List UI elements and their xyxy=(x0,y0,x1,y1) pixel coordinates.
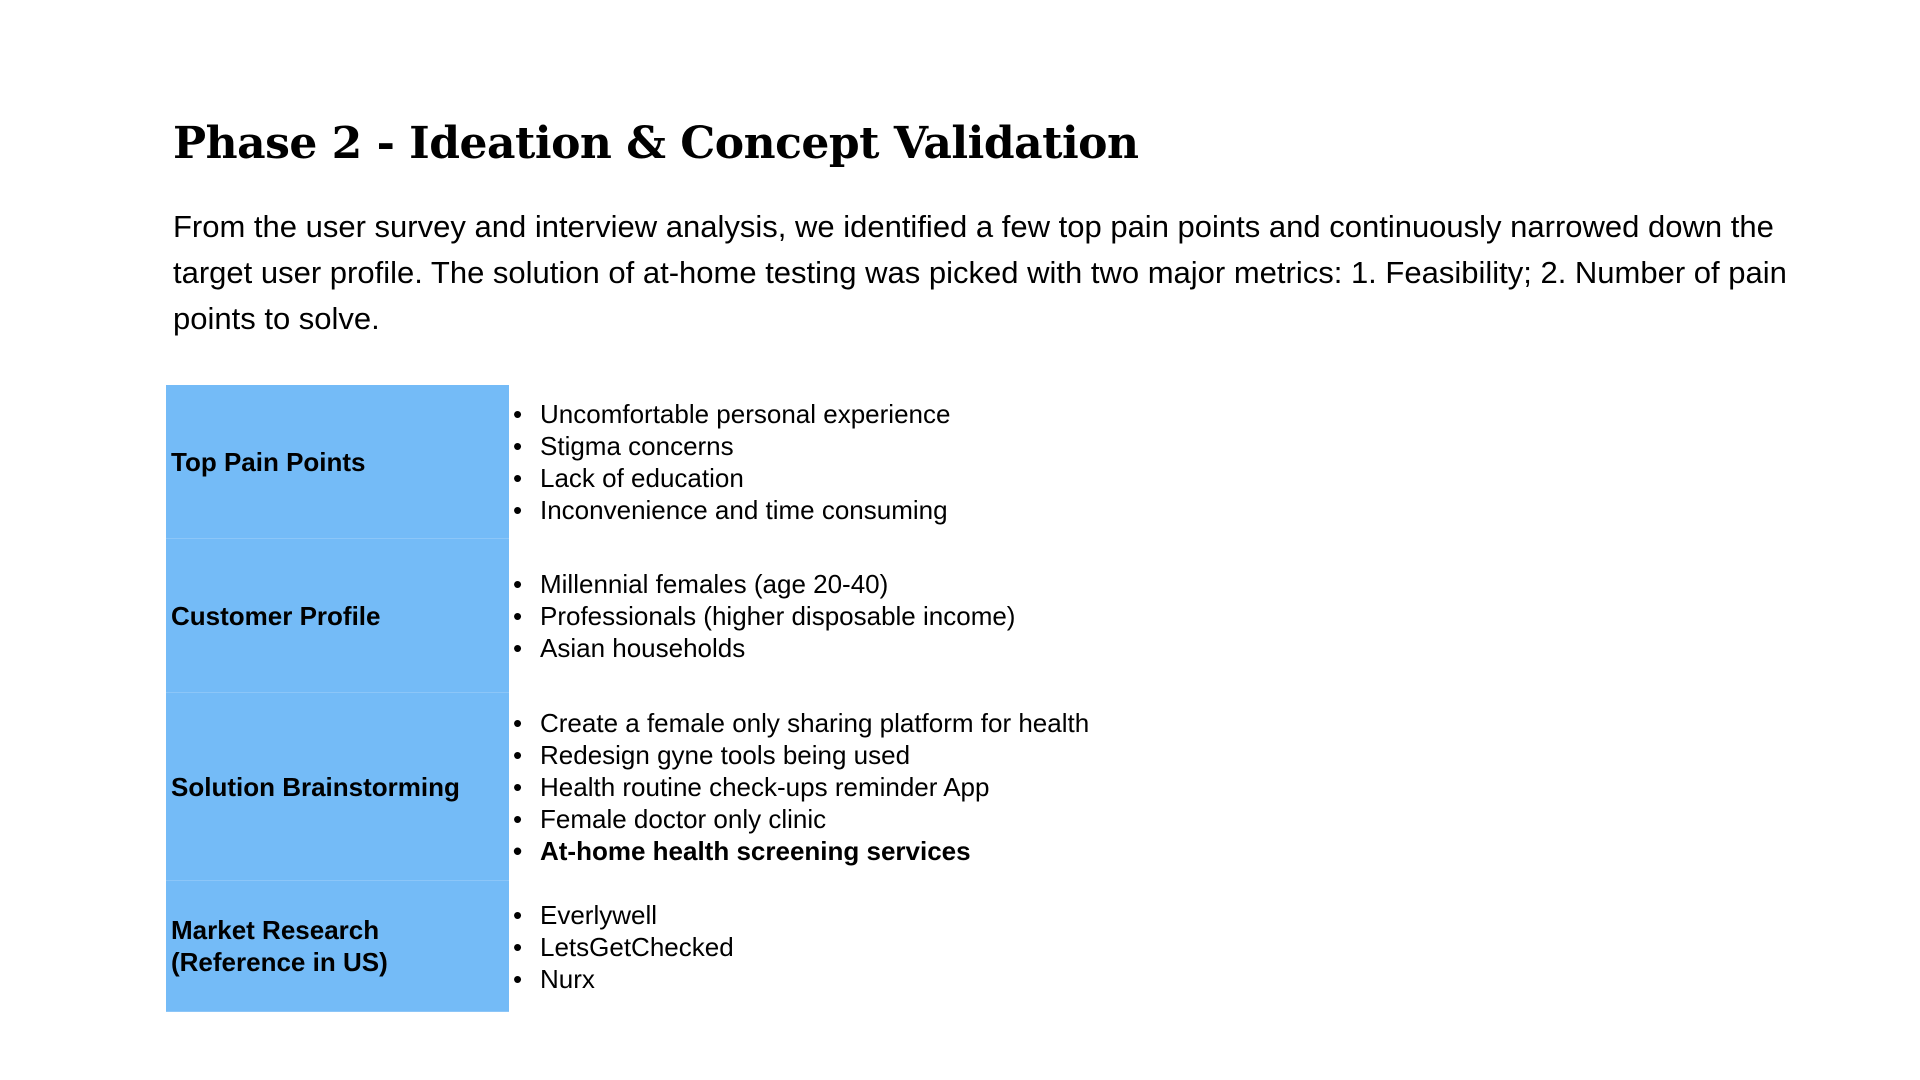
table-row-solution-brainstorming xyxy=(166,693,1166,881)
list-item: • Health routine check-ups reminder App xyxy=(540,771,1166,803)
list-item: • Millennial females (age 20-40) xyxy=(540,568,1166,600)
row-label-cell xyxy=(166,385,509,539)
list-item: • Lack of education xyxy=(540,462,1166,494)
list-item: • Redesign gyne tools being used xyxy=(540,739,1166,771)
list-item: • Asian households xyxy=(540,632,1166,664)
validation-table xyxy=(166,385,1166,1012)
list-item: • Everlywell xyxy=(540,899,1166,931)
row-label-cell xyxy=(166,881,509,1012)
list-item: • Nurx xyxy=(540,963,1166,995)
list-item: • Uncomfortable personal experience xyxy=(540,398,1166,430)
list-item: • Create a female only sharing platform for health xyxy=(540,707,1166,739)
pain-points-list xyxy=(509,385,1166,539)
list-item: • Female doctor only clinic xyxy=(540,803,1166,835)
list-item: • LetsGetChecked xyxy=(540,931,1166,963)
market-research-list xyxy=(509,881,1166,1012)
table-row-top-pain-points xyxy=(166,385,1166,539)
row-label: Market Research (Reference in US) xyxy=(171,915,388,977)
table-row-market-research xyxy=(166,881,1166,1012)
row-label-cell xyxy=(166,539,509,693)
solution-list xyxy=(509,693,1166,881)
list-item: • Professionals (higher disposable income) xyxy=(540,600,1166,632)
list-item: • Inconvenience and time consuming xyxy=(540,494,1166,526)
intro-paragraph: From the user survey and interview analysis, we identified a few top pain points and continuously narrowed down the target user profile. The solution of at-home testing was picked with two major metrics: 1. Feasibility; 2. Number of pain points to solve. xyxy=(173,209,1787,336)
row-label: Customer Profile xyxy=(171,600,381,631)
list-item-selected-solution: • At-home health screening services xyxy=(540,835,1166,867)
row-label-cell xyxy=(166,693,509,881)
row-label: Solution Brainstorming xyxy=(171,771,460,802)
list-item: • Stigma concerns xyxy=(540,430,1166,462)
customer-profile-list xyxy=(509,539,1166,693)
row-label: Top Pain Points xyxy=(171,446,366,477)
table-row-customer-profile xyxy=(166,539,1166,693)
page-title: Phase 2 - Ideation & Concept Validation xyxy=(173,118,1139,169)
